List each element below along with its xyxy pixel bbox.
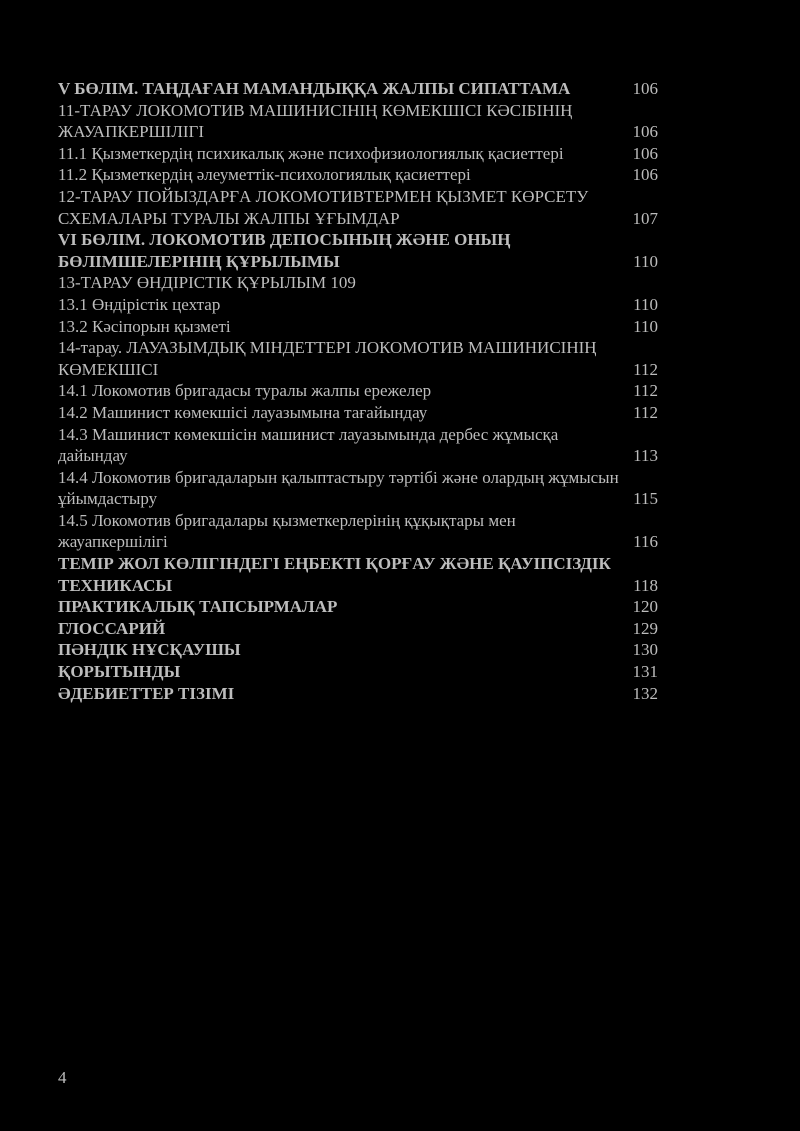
toc-entry[interactable] <box>58 510 658 553</box>
toc-entry-title: 11-ТАРАУ ЛОКОМОТИВ МАШИНИСІНІҢ КӨМЕКШІСІ КӘСІБІНІҢ ЖАУАПКЕРШІЛІГІ <box>58 100 573 142</box>
toc-entry-page: 132 <box>632 683 658 703</box>
toc-entry[interactable] <box>58 143 658 165</box>
toc-entry[interactable] <box>58 424 658 467</box>
toc-entry-page: 106 <box>632 122 658 142</box>
toc-entry-page: 112 <box>633 359 658 379</box>
toc-entry[interactable] <box>58 402 658 424</box>
toc-entry[interactable] <box>58 186 658 229</box>
toc-entry-page: 110 <box>633 294 658 314</box>
toc-entry-title: 13.1 Өндірістік цехтар <box>58 294 221 314</box>
toc-entry-title: 14.1 Локомотив бригадасы туралы жалпы ережелер <box>58 381 432 401</box>
toc-entry-page: 106 <box>632 143 658 163</box>
toc-entry-page: 116 <box>633 532 658 552</box>
toc-entry-title: ТЕМІР ЖОЛ КӨЛІГІНДЕГІ ЕҢБЕКТІ ҚОРҒАУ ЖӘНЕ ҚАУІПСІЗДІК ТЕХНИКАСЫ <box>58 554 611 595</box>
toc-entry[interactable] <box>58 164 658 186</box>
toc-entry-page: 129 <box>632 618 658 638</box>
toc-entry-title: ҚОРЫТЫНДЫ <box>58 662 181 682</box>
toc-entry-title: ПРАКТИКАЛЫҚ ТАПСЫРМАЛАР <box>58 597 338 617</box>
toc-entry-title: 13-ТАРАУ ӨНДІРІСТІК ҚҰРЫЛЫМ 109 <box>58 273 356 293</box>
toc-entry[interactable] <box>58 553 658 596</box>
toc-entry-title: 14.5 Локомотив бригадалары қызметкерлерінің құқықтары мен жауапкершілігі <box>58 510 516 552</box>
toc-entry[interactable] <box>58 661 658 683</box>
toc-entry-page: 110 <box>633 251 658 271</box>
toc-entry-page: 120 <box>632 597 658 617</box>
toc-entry[interactable] <box>58 100 658 143</box>
toc-entry[interactable] <box>58 618 658 640</box>
toc-entry-title: 11.1 Қызметкердің психикалық және психофизиологиялық қасиеттері <box>58 143 564 163</box>
toc-entry-page: 118 <box>633 575 658 595</box>
toc-entry-title: ПӘНДІК НҰСҚАУШЫ <box>58 640 241 660</box>
toc-entry[interactable] <box>58 683 658 705</box>
toc-entry[interactable] <box>58 380 658 402</box>
toc-entry-title: ГЛОССАРИЙ <box>58 618 166 638</box>
toc-entry-title: 13.2 Кәсіпорын қызметі <box>58 316 231 336</box>
toc-entry-title: 14.3 Машинист көмекшісін машинист лауазымында дербес жұмысқа дайындау <box>58 424 559 466</box>
toc-entry-title: 14.2 Машинист көмекшісі лауазымына тағайындау <box>58 402 428 422</box>
toc-entry-page: 113 <box>633 446 658 466</box>
toc-entry-page: 106 <box>632 79 658 98</box>
toc-entry-title: 14-тарау. ЛАУАЗЫМДЫҚ МІНДЕТТЕРІ ЛОКОМОТИВ МАШИНИСІНІҢ КӨМЕКШІСІ <box>58 338 597 379</box>
table-of-contents <box>58 78 658 704</box>
toc-entry-page: 130 <box>632 640 658 660</box>
toc-entry-page: 115 <box>633 489 658 509</box>
toc-entry-page: 112 <box>633 381 658 401</box>
page-number: 4 <box>58 1068 67 1087</box>
toc-entry[interactable] <box>58 467 658 510</box>
toc-entry-title: 14.4 Локомотив бригадаларын қалыптастыру тәртібі және олардың жұмысын ұйымдастыру <box>58 467 619 509</box>
toc-entry-title: 11.2 Қызметкердің әлеуметтік-психологиялық қасиеттері <box>58 165 471 185</box>
toc-entry-title: 12-ТАРАУ ПОЙЫЗДАРҒА ЛОКОМОТИВТЕРМЕН ҚЫЗМЕТ КӨРСЕТУ СХЕМАЛАРЫ ТУРАЛЫ ЖАЛПЫ ҰҒЫМДАР <box>58 186 589 228</box>
toc-entry[interactable] <box>58 316 658 338</box>
toc-entry-page: 110 <box>633 316 658 336</box>
toc-entry-title: V БӨЛІМ. ТАҢДАҒАН МАМАНДЫҚҚА ЖАЛПЫ СИПАТТАМА <box>58 79 571 98</box>
toc-entry[interactable] <box>58 294 658 316</box>
toc-entry[interactable] <box>58 596 658 618</box>
toc-entry-title: ӘДЕБИЕТТЕР ТІЗІМІ <box>58 683 235 703</box>
toc-entry[interactable] <box>58 639 658 661</box>
toc-entry[interactable] <box>58 272 658 294</box>
toc-entry-page: 112 <box>633 402 658 422</box>
toc-entry-page: 107 <box>632 208 658 228</box>
toc-entry[interactable] <box>58 78 658 100</box>
toc-entry-title: VI БӨЛІМ. ЛОКОМОТИВ ДЕПОСЫНЫҢ ЖӘНЕ ОНЫҢ БӨЛІМШЕЛЕРІНІҢ ҚҰРЫЛЫМЫ <box>58 230 511 271</box>
toc-entry[interactable] <box>58 229 658 272</box>
toc-entry[interactable] <box>58 337 658 380</box>
toc-entry-page: 131 <box>632 662 658 682</box>
toc-entry-page: 106 <box>632 165 658 185</box>
